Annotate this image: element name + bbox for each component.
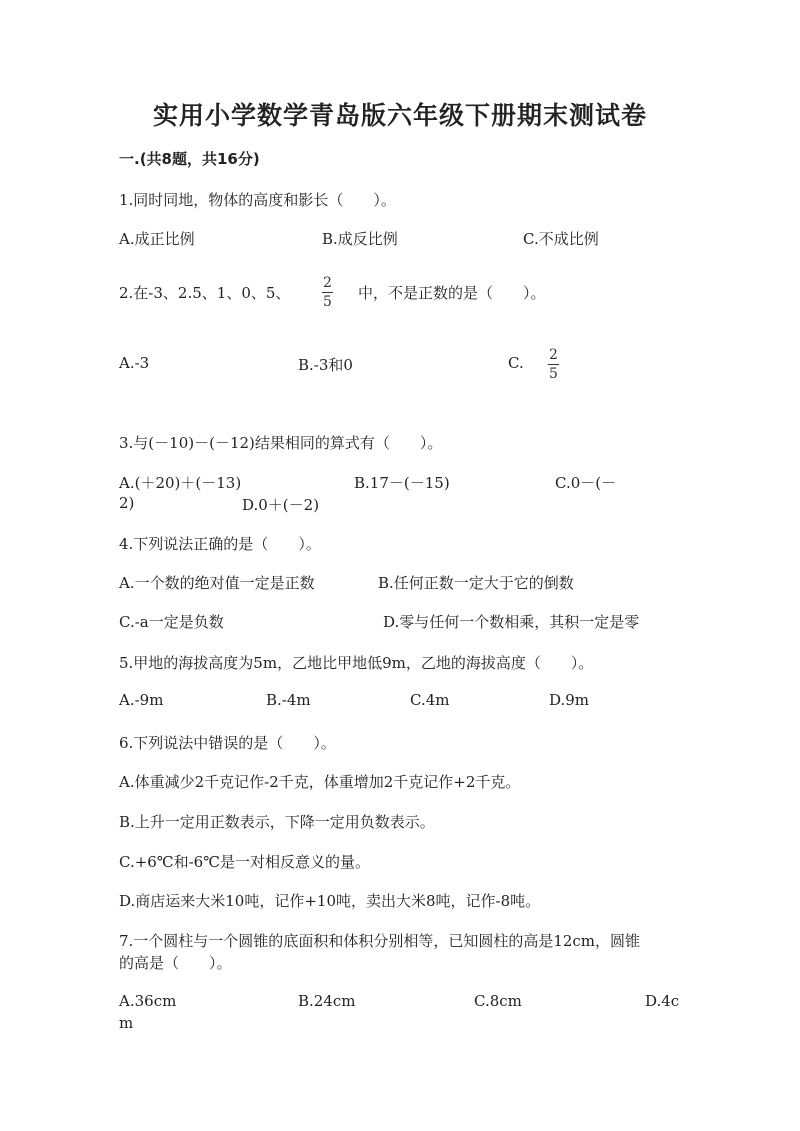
question-7-option-d: D.4c bbox=[645, 992, 680, 1010]
question-2-fraction bbox=[322, 275, 333, 310]
question-3-option-d: D.0＋(－2) bbox=[242, 496, 320, 514]
question-3-option-c: C.0－(－ bbox=[555, 474, 617, 492]
question-2-option-c: C. bbox=[508, 354, 524, 372]
question-2-option-b: B.-3和0 bbox=[298, 356, 353, 374]
question-4-option-c: C.-a一定是负数 bbox=[119, 613, 224, 631]
fraction-numerator: 2 bbox=[323, 275, 332, 291]
fraction-bar bbox=[322, 292, 333, 293]
question-1-option-a: A.成正比例 bbox=[119, 230, 195, 248]
question-3-option-c-continued: 2) bbox=[119, 494, 135, 512]
question-1-stem: 1.同时同地，物体的高度和影长（ ）。 bbox=[119, 191, 396, 209]
fraction-numerator: 2 bbox=[549, 347, 558, 363]
question-5-option-b: B.-4m bbox=[266, 691, 311, 709]
question-7-option-b: B.24cm bbox=[298, 992, 356, 1010]
question-4-option-d: D.零与任何一个数相乘，其积一定是零 bbox=[383, 613, 640, 631]
question-3-option-a: A.(＋20)＋(－13) bbox=[119, 474, 242, 492]
question-5-stem: 5.甲地的海拔高度为5m，乙地比甲地低9m，乙地的海拔高度（ ）。 bbox=[119, 654, 594, 672]
question-4-option-b: B.任何正数一定大于它的倒数 bbox=[378, 574, 574, 592]
question-6-option-d: D.商店运来大米10吨，记作+10吨，卖出大米8吨，记作-8吨。 bbox=[119, 892, 541, 910]
question-7-stem: 7.一个圆柱与一个圆锥的底面积和体积分别相等，已知圆柱的高是12cm，圆锥 bbox=[119, 932, 641, 950]
question-5-option-d: D.9m bbox=[549, 691, 590, 709]
question-7-stem-continued: 的高是（ ）。 bbox=[119, 954, 232, 972]
page-title: 实用小学数学青岛版六年级下册期末测试卷 bbox=[152, 101, 647, 130]
question-3-stem: 3.与(－10)－(－12)结果相同的算式有（ ）。 bbox=[119, 434, 443, 452]
question-6-option-c: C.+6℃和-6℃是一对相反意义的量。 bbox=[119, 853, 370, 871]
question-3-option-b: B.17－(－15) bbox=[354, 474, 450, 492]
question-2-stem-start: 2.在-3、2.5、1、0、5、 bbox=[119, 284, 291, 302]
question-7-option-a: A.36cm bbox=[119, 992, 177, 1010]
question-5-option-c: C.4m bbox=[410, 691, 450, 709]
question-6-option-a: A.体重减少2千克记作-2千克，体重增加2千克记作+2千克。 bbox=[119, 773, 521, 791]
fraction-denominator: 5 bbox=[323, 294, 332, 310]
question-5-option-a: A.-9m bbox=[119, 691, 164, 709]
section-heading: 一.(共8题，共16分) bbox=[119, 150, 260, 168]
question-7-option-c: C.8cm bbox=[474, 992, 522, 1010]
question-1-option-c: C.不成比例 bbox=[523, 230, 599, 248]
question-4-option-a: A.一个数的绝对值一定是正数 bbox=[119, 574, 315, 592]
question-2-option-a: A.-3 bbox=[119, 354, 150, 372]
question-6-stem: 6.下列说法中错误的是（ ）。 bbox=[119, 734, 336, 752]
fraction-bar bbox=[548, 364, 559, 365]
question-2-stem-end: 中，不是正数的是（ ）。 bbox=[358, 284, 546, 302]
fraction-denominator: 5 bbox=[549, 366, 558, 382]
question-1-option-b: B.成反比例 bbox=[322, 230, 398, 248]
question-4-stem: 4.下列说法正确的是（ ）。 bbox=[119, 535, 321, 553]
question-7-option-d-continued: m bbox=[119, 1014, 134, 1032]
question-2-option-c-fraction bbox=[548, 347, 559, 382]
question-6-option-b: B.上升一定用正数表示，下降一定用负数表示。 bbox=[119, 813, 435, 831]
